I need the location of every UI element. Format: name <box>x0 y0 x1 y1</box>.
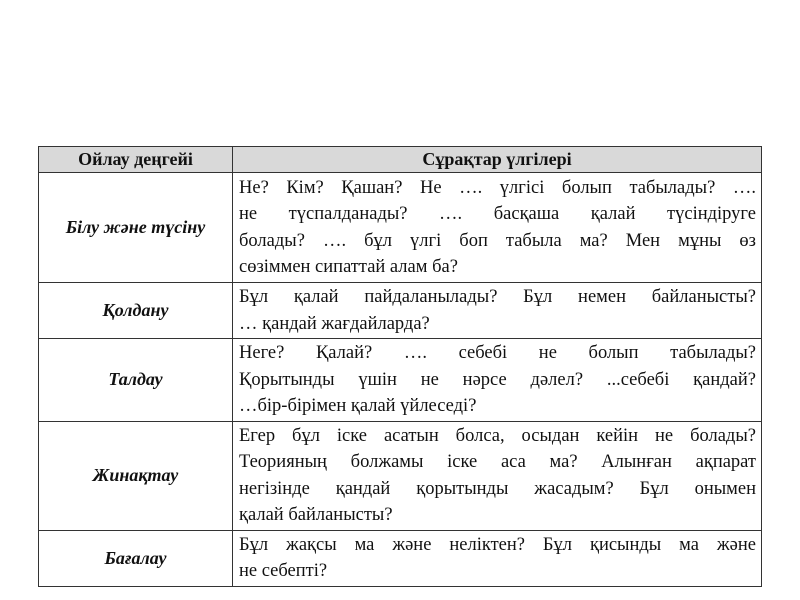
question-line: Бұл қалай пайдаланылады? Бұл немен байланысты? <box>239 287 756 307</box>
question-line: болады? …. бұл үлгі боп табыла ма? Мен мұны өз <box>239 230 756 251</box>
table-body <box>39 173 762 587</box>
question-line: қалай байланысты? <box>239 505 393 525</box>
header-question-examples: Сұрақтар үлгілері <box>233 147 762 173</box>
table-row <box>39 530 762 586</box>
table-row <box>39 339 762 422</box>
question-line: не түспалданады? …. басқаша қалай түсіндіруге <box>239 204 756 224</box>
question-line: Қорытынды үшін не нәрсе дәлел? ...себебі қандай? <box>239 369 756 390</box>
thinking-level-cell: Қолдану <box>39 283 233 339</box>
question-line: не себепті? <box>239 561 328 581</box>
question-line: Бұл жақсы ма және неліктен? Бұл қисынды ма және <box>239 534 756 555</box>
question-examples-cell <box>233 421 762 530</box>
header-thinking-level: Ойлау деңгейі <box>39 147 233 173</box>
question-line: сөзіммен сипаттай алам ба? <box>239 257 458 277</box>
question-examples-cell <box>233 530 762 586</box>
table-row <box>39 283 762 339</box>
question-examples-cell <box>233 339 762 422</box>
thinking-level-cell: Талдау <box>39 339 233 422</box>
question-line: … қандай жағдайларда? <box>239 313 430 334</box>
table-header-row <box>39 147 762 173</box>
question-line: Неге? Қалай? …. себебі не болып табылады? <box>239 343 756 363</box>
thinking-level-cell: Білу және түсіну <box>39 173 233 283</box>
thinking-level-cell: Бағалау <box>39 530 233 586</box>
table-row <box>39 421 762 530</box>
question-line: негізінде қандай қорытынды жасадым? Бұл онымен <box>239 478 756 499</box>
question-examples-cell <box>233 283 762 339</box>
question-line: Не? Кім? Қашан? Не …. үлгісі болып табылады? …. <box>239 177 756 198</box>
question-line: …бір-бірімен қалай үйлеседі? <box>239 396 477 416</box>
thinking-level-cell: Жинақтау <box>39 421 233 530</box>
thinking-levels-table <box>38 146 762 587</box>
table-row <box>39 173 762 283</box>
question-examples-cell <box>233 173 762 283</box>
question-line: Егер бұл іске асатын болса, осыдан кейін не болады? <box>239 425 756 446</box>
question-line: Теорияның болжамы іске аса ма? Алынған ақпарат <box>239 452 756 472</box>
